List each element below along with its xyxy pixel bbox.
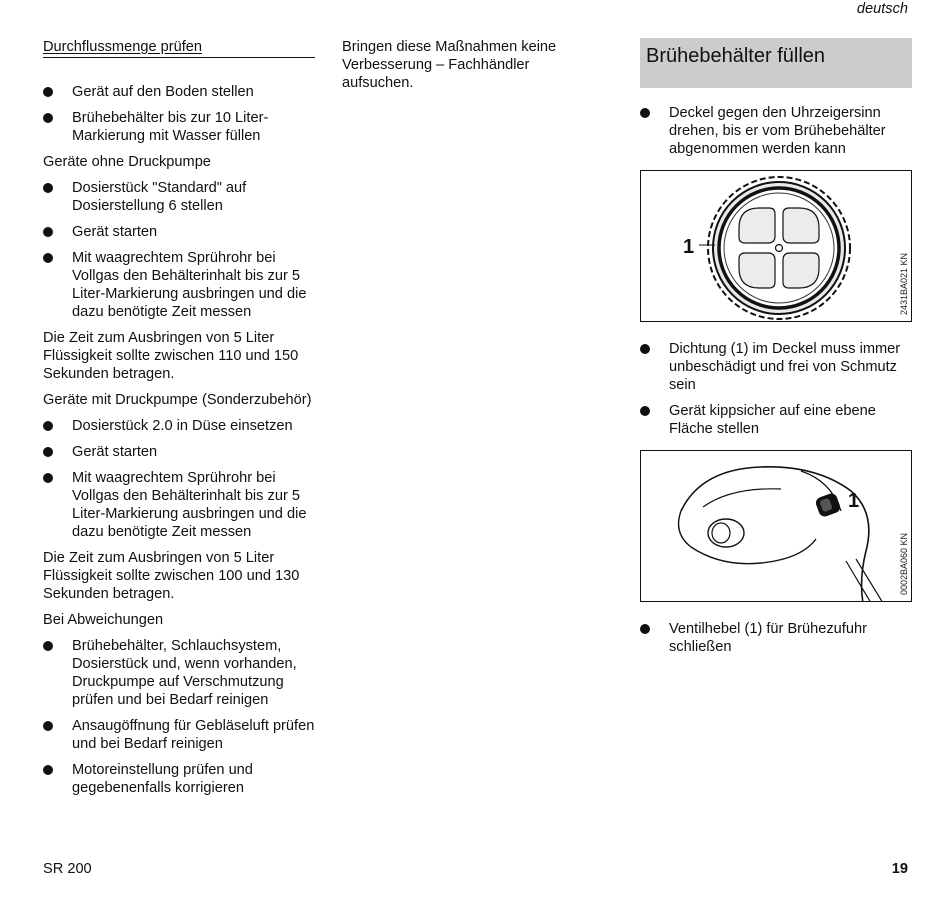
language-label: deutsch [856,1,908,17]
section-title-flow-check: Durchflussmenge prüfen [43,38,315,58]
column-middle [342,38,582,100]
page-number: 19 [891,861,908,877]
list-item: Mit waagrechtem Sprührohr bei Vollgas den Behälterinhalt bis zur 5 Liter-Markierung ausbringen und die dazu benötigte Zeit messen [43,469,315,541]
list-item: Gerät kippsicher auf eine ebene Fläche stellen [640,402,912,438]
list-item: Motoreinstellung prüfen und gegebenenfalls korrigieren [43,761,315,797]
bullet-list-no-pump [43,179,315,321]
subheading-deviations: Bei Abweichungen [43,612,164,628]
bullet-list-lid [640,104,912,158]
valve-illustration [641,451,911,602]
list-item: Deckel gegen den Uhrzeigersinn drehen, bis er vom Brühebehälter abgenommen werden kann [640,104,912,158]
section-title-fill-tank: Brühebehälter füllen [640,38,912,88]
bullet-list-with-pump [43,417,315,541]
column-right [640,38,912,664]
paragraph-no-pump-time: Die Zeit zum Ausbringen von 5 Liter Flüssigkeit sollte zwischen 110 und 150 Sekunden betragen. [43,330,299,382]
callout-number: 1 [848,490,860,512]
list-item: Ventilhebel (1) für Brühezufuhr schließen [640,620,912,656]
bullet-list-intro [43,83,315,145]
lid-illustration [641,171,911,322]
list-item: Mit waagrechtem Sprührohr bei Vollgas den Behälterinhalt bis zur 5 Liter-Markierung ausbringen und die dazu benötigte Zeit messen [43,249,315,321]
figure-code: 0002BA060 KN [899,532,909,595]
bullet-list-seal [640,340,912,438]
paragraph-pump-time: Die Zeit zum Ausbringen von 5 Liter Flüssigkeit sollte zwischen 100 und 130 Sekunden betragen. [43,550,300,602]
list-item: Gerät auf den Boden stellen [43,83,315,101]
subheading-no-pump: Geräte ohne Druckpumpe [43,154,211,170]
bullet-list-deviations [43,637,315,797]
list-item: Brühebehälter, Schlauchsystem, Dosierstück und, wenn vorhanden, Druckpumpe auf Verschmutzung prüfen und bei Bedarf reinigen [43,637,315,709]
column-left [43,38,315,805]
bullet-list-valve [640,620,912,656]
model-name: SR 200 [43,861,92,877]
callout-number: 1 [683,236,695,258]
list-item: Ansaugöffnung für Gebläseluft prüfen und bei Bedarf reinigen [43,717,315,753]
list-item: Dosierstück 2.0 in Düse einsetzen [43,417,315,435]
list-item: Gerät starten [43,443,315,461]
subheading-with-pump: Geräte mit Druckpumpe (Sonderzubehör) [43,392,312,408]
figure-code: 2431BA021 KN [899,252,909,315]
list-item: Dichtung (1) im Deckel muss immer unbeschädigt und frei von Schmutz sein [640,340,912,394]
list-item: Brühebehälter bis zur 10 Liter-Markierung mit Wasser füllen [43,109,315,145]
paragraph-dealer-note: Bringen diese Maßnahmen keine Verbesserung – Fachhändler aufsuchen. [342,39,557,91]
list-item: Gerät starten [43,223,315,241]
figure-lid-illustration [640,170,912,322]
list-item: Dosierstück "Standard" auf Dosierstellung 6 stellen [43,179,315,215]
figure-valve-illustration [640,450,912,602]
